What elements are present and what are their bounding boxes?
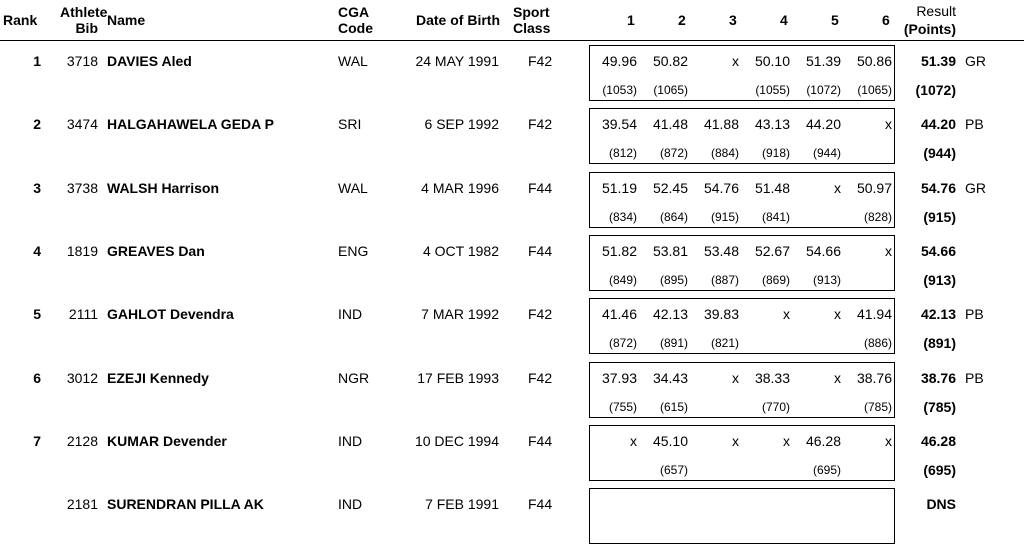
athlete-name: EZEJI Kennedy: [107, 369, 209, 386]
rank-cell: 1: [33, 53, 41, 69]
attempt-points: (887): [710, 272, 739, 287]
result-points: (944): [923, 145, 956, 162]
bib-cell: 3718: [66, 53, 98, 69]
bib-cell: 3012: [66, 369, 98, 386]
attempt-mark: 54.66: [805, 242, 841, 259]
date-of-birth: 4 MAR 1996: [421, 179, 499, 196]
table-row: [0, 45, 1024, 108]
table-row: [0, 425, 1024, 488]
dob-header: Date of Birth: [416, 12, 500, 28]
attempt-mark: 41.94: [856, 306, 892, 323]
attempt-mark: x: [834, 369, 841, 386]
result-points: (1072): [915, 82, 956, 98]
athlete-name: GAHLOT Devendra: [107, 306, 234, 323]
attempt-points: (872): [659, 146, 688, 161]
cga-code: WAL: [338, 53, 368, 69]
cga-code: SRI: [338, 116, 362, 133]
attempt-points: (755): [608, 399, 637, 414]
attempt-points: (785): [863, 399, 892, 414]
attempt-points: (872): [608, 336, 637, 351]
attempt-6-header: 6: [882, 12, 890, 28]
result-header-line2: (Points): [903, 21, 956, 37]
attempt-mark: 34.43: [652, 369, 688, 386]
attempt-mark: x: [732, 432, 739, 449]
attempt-points: (1065): [653, 83, 688, 97]
result-mark: 54.66: [920, 242, 956, 259]
attempt-mark: 52.67: [754, 242, 790, 259]
attempt-mark: 42.13: [652, 306, 688, 323]
attempt-points: (834): [608, 209, 637, 224]
attempt-points: (1072): [806, 83, 841, 97]
name-header: Name: [107, 12, 146, 28]
attempt-mark: 51.48: [754, 179, 790, 196]
attempt-mark: x: [885, 432, 892, 449]
cga-header-line1: CGA: [338, 4, 370, 20]
attempt-mark: 52.45: [652, 179, 688, 196]
bib-cell: 2111: [68, 306, 98, 323]
attempts-box: [589, 488, 895, 544]
attempt-points: (918): [761, 146, 790, 161]
result-points: (913): [923, 271, 956, 288]
table-row: [0, 108, 1024, 171]
bib-header-line1: Athlete: [60, 4, 108, 20]
sport-class: F44: [528, 432, 553, 449]
attempt-points: (1065): [857, 83, 892, 97]
bib-cell: 3474: [66, 116, 98, 133]
attempt-2-header: 2: [678, 12, 686, 28]
attempt-mark: 39.54: [601, 116, 637, 133]
attempt-points: (695): [812, 462, 841, 477]
attempt-mark: 46.28: [805, 432, 841, 449]
attempt-points: (864): [659, 209, 688, 224]
athlete-name: HALGAHAWELA GEDA P: [107, 116, 274, 133]
rank-cell: 2: [33, 116, 41, 133]
cga-code: NGR: [338, 369, 370, 386]
attempt-mark: 45.10: [652, 432, 688, 449]
date-of-birth: 10 DEC 1994: [414, 432, 499, 449]
result-mark: 51.39: [920, 53, 956, 69]
record-badge: PB: [965, 306, 984, 323]
date-of-birth: 6 SEP 1992: [424, 116, 499, 133]
attempt-mark: 49.96: [601, 53, 637, 69]
bib-cell: 2181: [66, 496, 98, 513]
attempt-mark: 53.81: [652, 242, 688, 259]
bib-header-line2: Bib: [75, 20, 98, 36]
result-points: (695): [923, 461, 956, 478]
result-mark: 44.20: [920, 116, 956, 133]
record-badge: GR: [965, 179, 986, 196]
attempt-mark: x: [885, 116, 892, 133]
bib-cell: 3738: [66, 179, 98, 196]
sport-class: F42: [528, 116, 553, 133]
result-mark: 46.28: [920, 432, 956, 449]
athlete-name: GREAVES Dan: [107, 242, 205, 259]
rank-cell: 3: [33, 179, 41, 196]
attempt-mark: 54.76: [703, 179, 739, 196]
attempt-points: (821): [710, 336, 739, 351]
attempt-mark: 50.10: [754, 53, 790, 69]
result-mark: 54.76: [920, 179, 956, 196]
attempt-points: (812): [608, 146, 637, 161]
attempt-4-header: 4: [780, 12, 788, 28]
attempt-points: (895): [659, 272, 688, 287]
cga-code: ENG: [338, 242, 369, 259]
attempt-points: (615): [659, 399, 688, 414]
result-mark: DNS: [926, 496, 956, 513]
date-of-birth: 7 FEB 1991: [425, 496, 499, 513]
cga-code: IND: [338, 306, 363, 323]
rank-cell: 6: [33, 369, 41, 386]
attempt-points: (944): [812, 146, 841, 161]
table-row: [0, 235, 1024, 298]
attempt-mark: 38.33: [754, 369, 790, 386]
table-row: [0, 298, 1024, 361]
record-badge: GR: [965, 53, 986, 69]
sport-class: F42: [528, 53, 553, 69]
table-row: [0, 362, 1024, 425]
attempt-points: (884): [710, 146, 739, 161]
record-badge: PB: [965, 369, 984, 386]
attempt-points: (915): [710, 209, 739, 224]
attempt-mark: x: [885, 242, 892, 259]
attempt-5-header: 5: [831, 12, 839, 28]
record-badge: PB: [965, 116, 984, 133]
cga-header-line2: Code: [338, 20, 373, 36]
sport-class: F42: [528, 369, 553, 386]
sport-class: F44: [528, 496, 553, 513]
attempt-mark: x: [834, 179, 841, 196]
attempt-mark: 51.39: [805, 53, 841, 69]
attempt-mark: x: [783, 432, 790, 449]
attempt-mark: 43.13: [754, 116, 790, 133]
result-points: (785): [923, 398, 956, 415]
attempt-points: (886): [863, 336, 892, 351]
attempt-mark: x: [834, 306, 841, 323]
attempt-mark: 39.83: [703, 306, 739, 323]
table-row: [0, 488, 1024, 551]
attempt-mark: 51.82: [601, 242, 637, 259]
sport-class: F42: [528, 306, 553, 323]
result-mark: 42.13: [920, 306, 956, 323]
attempt-mark: 53.48: [703, 242, 739, 259]
attempt-mark: x: [783, 306, 790, 323]
result-points: (915): [923, 208, 956, 225]
cga-code: IND: [338, 496, 363, 513]
attempt-mark: 41.88: [703, 116, 739, 133]
result-points: (891): [923, 335, 956, 352]
athlete-name: SURENDRAN PILLA AK: [107, 496, 264, 513]
athlete-name: WALSH Harrison: [107, 179, 220, 196]
attempt-mark: 50.82: [652, 53, 688, 69]
cga-code: IND: [338, 432, 363, 449]
rank-cell: 4: [33, 242, 41, 259]
table-header: [0, 0, 1024, 41]
attempt-mark: x: [630, 432, 637, 449]
attempt-points: (828): [863, 209, 892, 224]
athlete-name: DAVIES Aled: [107, 53, 192, 69]
attempt-points: (1055): [755, 83, 790, 97]
attempt-1-header: 1: [627, 12, 635, 28]
attempt-points: (849): [608, 272, 637, 287]
attempt-mark: 38.76: [856, 369, 892, 386]
class-header-line2: Class: [513, 20, 551, 36]
date-of-birth: 7 MAR 1992: [421, 306, 499, 323]
attempt-mark: 50.97: [856, 179, 892, 196]
rank-header: Rank: [3, 12, 38, 28]
cga-code: WAL: [338, 179, 368, 196]
date-of-birth: 24 MAY 1991: [415, 53, 499, 69]
attempt-points: (657): [659, 462, 688, 477]
date-of-birth: 4 OCT 1982: [422, 242, 499, 259]
table-row: [0, 172, 1024, 235]
attempt-mark: x: [732, 369, 739, 386]
result-header-line1: Result: [916, 3, 956, 19]
rank-cell: 5: [33, 306, 41, 323]
date-of-birth: 17 FEB 1993: [417, 369, 499, 386]
attempt-points: (770): [761, 399, 790, 414]
bib-cell: 2128: [66, 432, 98, 449]
attempt-mark: 41.46: [601, 306, 637, 323]
attempt-3-header: 3: [729, 12, 737, 28]
attempt-points: (1053): [602, 83, 637, 97]
attempt-mark: 37.93: [601, 369, 637, 386]
attempt-points: (869): [761, 272, 790, 287]
result-mark: 38.76: [920, 369, 956, 386]
rank-cell: 7: [33, 432, 41, 449]
attempt-mark: 50.86: [856, 53, 892, 69]
attempt-points: (913): [812, 272, 841, 287]
sport-class: F44: [528, 179, 553, 196]
attempt-mark: 41.48: [652, 116, 688, 133]
attempt-mark: 51.19: [601, 179, 637, 196]
class-header-line1: Sport: [513, 4, 550, 20]
sport-class: F44: [528, 242, 553, 259]
attempt-mark: 44.20: [805, 116, 841, 133]
attempt-points: (891): [659, 336, 688, 351]
attempt-points: (841): [761, 209, 790, 224]
athlete-name: KUMAR Devender: [107, 432, 227, 449]
bib-cell: 1819: [66, 242, 98, 259]
attempt-mark: x: [732, 53, 739, 69]
